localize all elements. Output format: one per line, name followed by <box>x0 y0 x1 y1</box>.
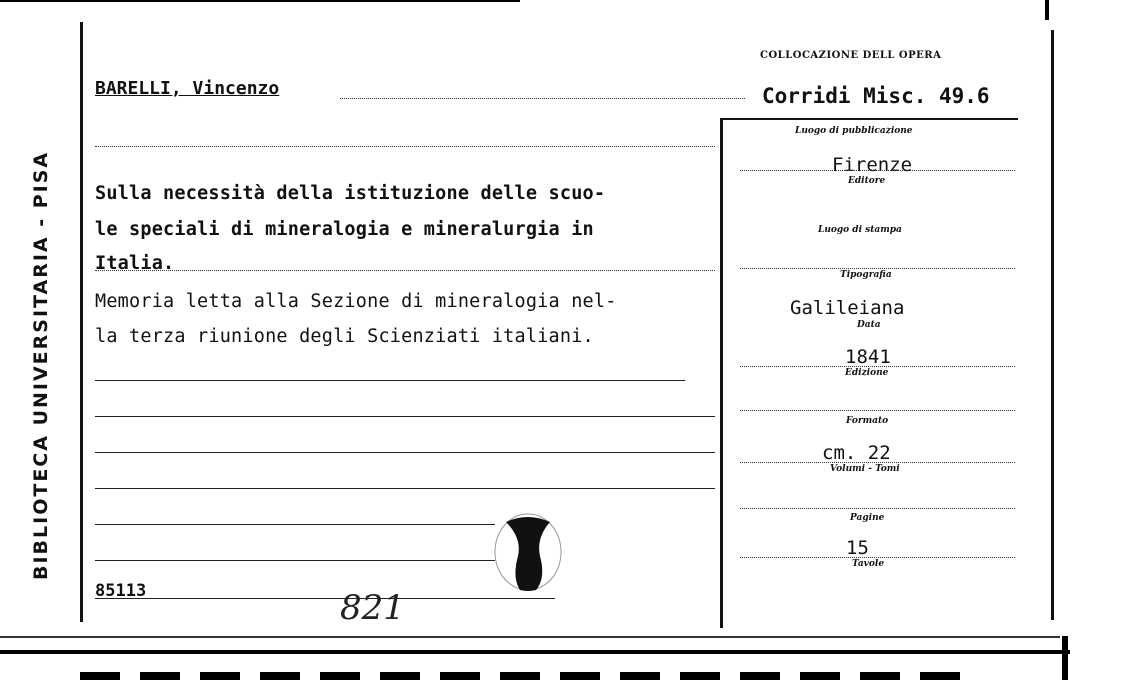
edizione-label: Edizione <box>845 368 889 378</box>
pagine-label: Pagine <box>850 513 885 523</box>
shelfmark-label: COLLOCAZIONE DELL OPERA <box>760 50 942 61</box>
luogo-pubblicazione-value: Firenze <box>832 154 913 176</box>
rule <box>95 146 715 147</box>
fields-divider-line <box>720 118 723 628</box>
description-line: le speciali di mineralogia e mineralurgia in <box>95 219 594 240</box>
rule <box>95 452 715 453</box>
rule <box>740 268 1015 269</box>
library-stamp: BIBLIOTECA UNIVERSITARIA - PISA <box>30 150 52 580</box>
rule <box>740 366 1015 367</box>
rule <box>95 598 555 599</box>
right-border-line <box>1051 30 1054 620</box>
description-line: la terza riunione degli Scienziati italiani. <box>95 326 594 347</box>
rule <box>740 508 1015 509</box>
formato-label: Formato <box>846 416 889 426</box>
rule <box>95 488 715 489</box>
rule <box>740 557 1015 558</box>
tavole-label: Tavole <box>852 559 885 569</box>
rule <box>95 270 715 271</box>
description-line: Memoria letta alla Sezione di mineralogia nel- <box>95 291 617 312</box>
editore-label: Editore <box>848 176 886 186</box>
shelfmark: Corridi Misc. 49.6 <box>762 84 990 108</box>
data-label: Data <box>857 320 881 330</box>
bottom-scan-edge <box>0 636 1127 680</box>
punch-hole <box>492 512 564 592</box>
rule <box>95 560 495 561</box>
luogo-stampa-label: Luogo di stampa <box>818 225 902 235</box>
data-value: 1841 <box>845 346 891 368</box>
rule <box>95 380 685 381</box>
top-scan-edge <box>0 0 1127 14</box>
rule <box>740 410 1015 411</box>
rule <box>95 524 495 525</box>
left-border-line <box>80 22 83 622</box>
author-name: BARELLI, Vincenzo <box>95 78 280 99</box>
rule <box>740 170 1015 171</box>
tipografia-value: Galileiana <box>790 297 905 319</box>
rule <box>740 462 1015 463</box>
author-rule <box>340 98 745 99</box>
formato-value: cm. 22 <box>822 442 891 464</box>
description-line: Sulla necessità della istituzione delle scuo- <box>95 183 606 204</box>
pagine-value: 15 <box>846 537 869 559</box>
volumi-label: Volumi - Tomi <box>830 464 900 474</box>
description-line: Italia. <box>95 253 175 274</box>
handwritten-number: 821 <box>340 588 405 628</box>
fields-top-line <box>720 118 1018 120</box>
inventory-number: 85113 <box>95 581 147 601</box>
rule <box>95 416 715 417</box>
tipografia-label: Tipografia <box>840 270 892 280</box>
luogo-pubblicazione-label: Luogo di pubblicazione <box>795 126 913 136</box>
